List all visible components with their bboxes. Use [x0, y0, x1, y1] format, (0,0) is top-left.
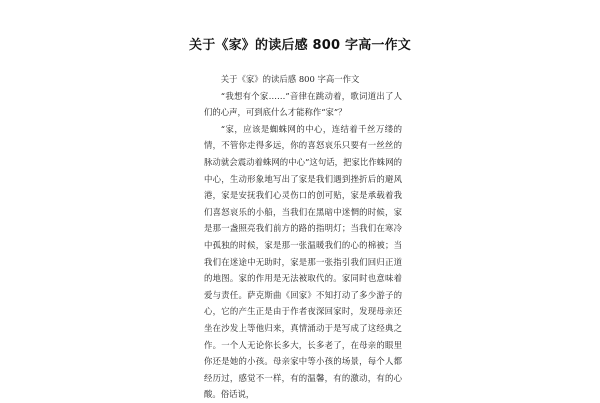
- document-title: 关于《家》的读后感 800 字高一作文: [189, 38, 411, 53]
- document-body: [204, 71, 402, 403]
- paragraph: “家，应该是蜘蛛网的中心，连结着千丝万缕的情，不管你走得多远，你的喜怒哀乐只要有一丝丝的脉动就会震动着蛛网的中心”这句话，把家比作蛛网的中心，生动形象地写出了家是我们遇到挫折后的避风港，家是安抚我们心灵伤口的创可贴，家是承载着我们喜怒哀乐的小船，当我们在黑暗中迷惘的时候，家是那一盏照亮我们前方的路的指明灯；当我们在寒冷中孤独的时候，家是那一张温暖我们的心的棉被；当我们在迷途中无助时，家是那一张指引我们回归正道的地图。家的作用是无法被取代的。家同时也意味着爱与责任。萨克斯曲《回家》不知打动了多少游子的心，它的产生正是由于作者夜深回家时，发现母亲还坐在沙发上等他归来，真情涌动于是写成了这经典之作。一个人无论你长多大，长多老了，在母亲的眼里你还是她的小孩。母亲家中等小孩的场景，每个人都经历过，感觉不一样，有的温馨，有的激动，有的心酸。俗话说，: [204, 123, 402, 400]
- paragraph-heading: 关于《家》的读后感 800 字高一作文: [220, 74, 360, 84]
- paragraph: “我想有个家……”音律在跳动着，歌词道出了人们的心声，可到底什么才能称作“家”？: [204, 90, 402, 118]
